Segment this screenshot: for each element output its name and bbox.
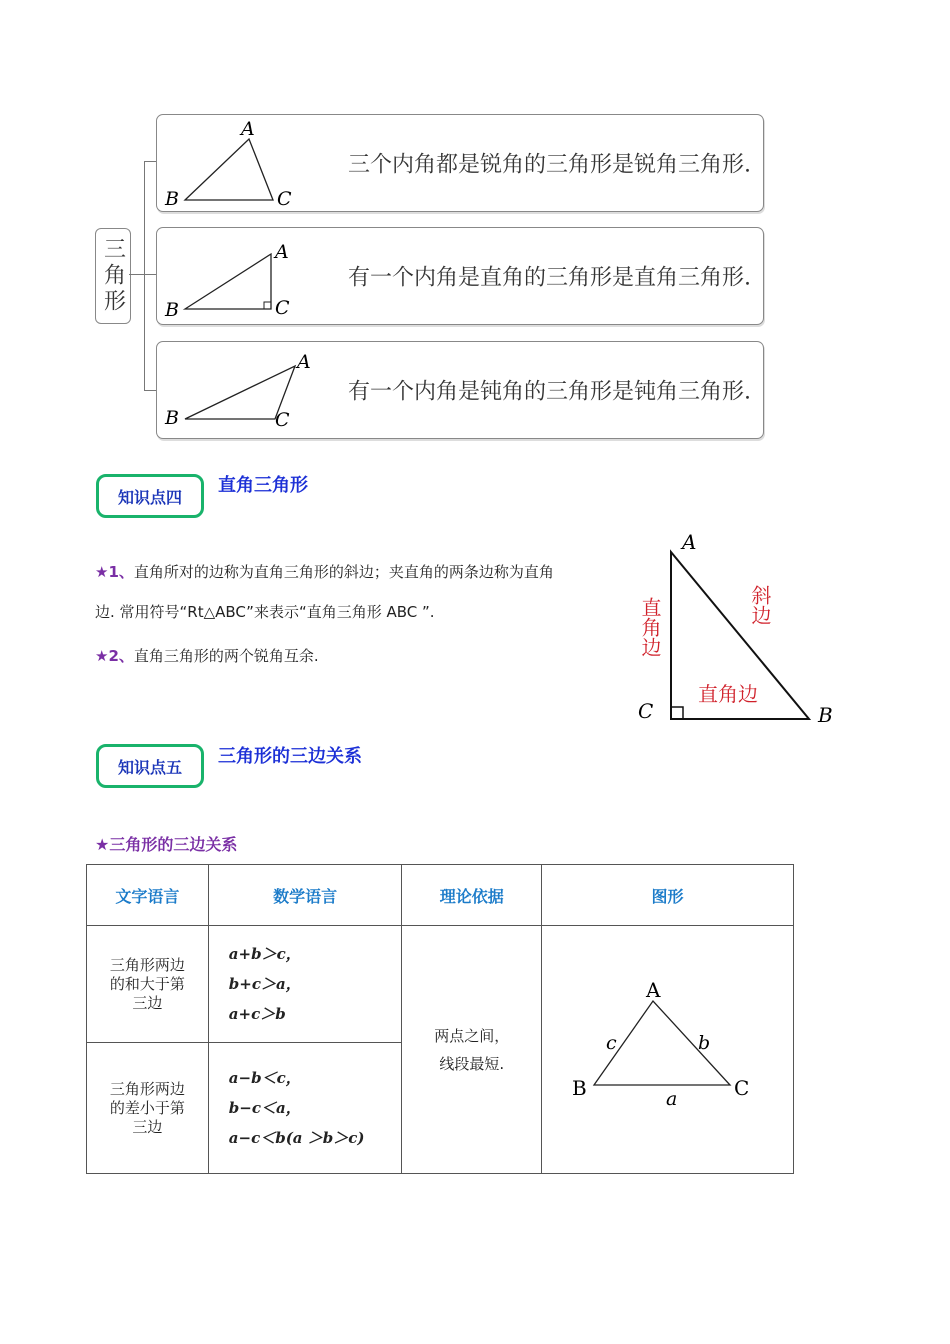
parts-vertex-a: A [682,530,697,554]
theory-line2: 线段最短. [439,1054,505,1073]
table-row-sum [87,926,794,1043]
bullet1-line1: 直角所对的边称为直角三角形的斜边；夹直角的两条边称为直角 [133,563,554,581]
row1-text: 三角形两边的和大于第三边 [109,955,185,1012]
section4-title: 直角三角形 [218,475,308,496]
right-triangle-figure [157,228,317,324]
section4-bullet-1 [95,552,625,632]
obtuse-triangle-box [156,341,764,439]
section5-badge [96,744,204,788]
bracket-branch-2 [144,274,156,275]
bullet1-star: ★1、 [95,563,134,581]
right-vertex-b: B [165,299,179,321]
obtuse-triangle-figure [157,342,327,438]
right-vertex-a: A [275,241,289,263]
section5-badge-label: 知识点五 [117,757,182,777]
row2-text: 三角形两边的差小于第三边 [109,1079,185,1136]
row2-math-cell [208,1043,402,1174]
triangle-root-label [95,228,131,324]
row2-math-3: a−c＜b(a ＞b＞c) [228,1129,365,1147]
right-triangle-parts-figure [630,525,850,735]
parts-leg-horizontal: 直角边 [698,682,758,706]
obtuse-definition: 有一个内角是钝角的三角形是钝角三角形. [348,379,751,405]
right-angle-mark [264,302,271,309]
parts-leg-vertical: 直角边 [638,597,662,657]
sides-side-a: a [665,1087,677,1110]
parts-vertex-b: B [818,703,833,727]
table-header-row [87,865,794,926]
section4-badge-label: 知识点四 [117,487,182,507]
sides-vertex-c: C [733,1075,749,1100]
sides-side-c: c [605,1031,617,1054]
section4-badge [96,474,204,518]
header-math-language: 数学语言 [208,865,402,926]
section5-title: 三角形的三边关系 [218,746,362,767]
section5-subtitle: ★三角形的三边关系 [95,835,238,854]
row1-math-1: a+b＞c， [228,945,301,963]
acute-vertex-b: B [165,188,179,210]
right-definition: 有一个内角是直角的三角形是直角三角形. [348,265,751,291]
bracket-branch-1 [144,161,156,162]
bracket-vertical [144,161,145,391]
acute-vertex-c: C [277,188,292,210]
row1-text-cell [87,926,209,1043]
sides-vertex-b: B [571,1075,587,1100]
header-theory: 理论依据 [402,865,542,926]
root-label-text: 三角形 [100,237,126,315]
sides-triangle-figure [568,973,768,1123]
right-triangle-box [156,227,764,325]
bracket-branch-3 [144,390,156,391]
row2-math-2: b−c＜a， [228,1099,301,1117]
bullet2-star: ★2、 [95,647,134,665]
section4-bullet-2 [95,636,319,676]
obtuse-vertex-a: A [297,351,311,373]
row1-math-3: a+c＞b [228,1005,286,1023]
acute-vertex-a: A [241,118,255,140]
figure-cell [542,926,794,1174]
acute-triangle-box [156,114,764,212]
bracket-stem [129,274,144,275]
acute-triangle-shape [185,139,273,200]
parts-hypotenuse: 斜边 [748,585,772,625]
bullet1-line2: 边. 常用符号“Rt△ABC”来表示“直角三角形 ABC ”. [95,603,435,621]
parts-right-angle-mark [671,707,683,719]
theory-cell [402,926,542,1174]
parts-vertex-c: C [638,699,654,723]
acute-definition: 三个内角都是锐角的三角形是锐角三角形. [348,152,751,178]
right-triangle-shape [185,254,271,309]
theory-line1: 两点之间， [434,1026,510,1045]
header-figure: 图形 [542,865,794,926]
obtuse-vertex-b: B [165,407,179,429]
header-text-language: 文字语言 [87,865,209,926]
row1-math-2: b+c＞a， [228,975,301,993]
acute-triangle-figure [157,115,317,211]
row2-math-1: a−b＜c， [228,1069,301,1087]
obtuse-vertex-c: C [275,409,290,431]
row2-text-cell [87,1043,209,1174]
sides-vertex-a: A [645,977,660,1002]
row1-math-cell [208,926,402,1043]
three-sides-table [86,864,794,1174]
sides-side-b: b [697,1031,710,1054]
right-vertex-c: C [275,297,290,319]
bullet2-text: 直角三角形的两个锐角互余. [133,647,319,665]
